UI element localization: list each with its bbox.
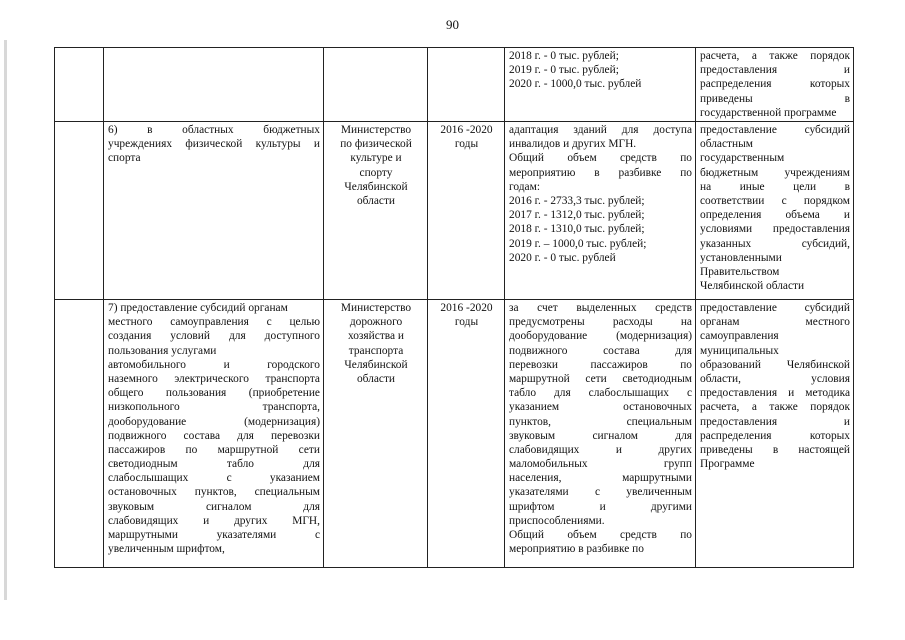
text-line: указанных субсидий, xyxy=(700,237,850,250)
text-line: населения, маршрутными xyxy=(509,472,692,485)
mechanism-cell xyxy=(696,300,854,568)
text-line: образований Челябинской xyxy=(700,358,850,371)
measures-table xyxy=(54,47,854,568)
text-line: адаптация зданий для доступа xyxy=(509,124,692,136)
text-line: Общий объем средств по xyxy=(509,529,692,541)
text-line: предоставления и методика xyxy=(700,387,850,400)
text-line: по физической xyxy=(340,138,412,151)
text-line: области xyxy=(356,194,396,207)
text-line: Челябинской области xyxy=(700,280,805,293)
measure-name-cell xyxy=(104,122,324,300)
text-line: местного самоуправления с целью xyxy=(108,316,320,329)
text-line: предоставления и xyxy=(700,64,850,77)
text-line: спорту xyxy=(359,166,393,179)
text-line: мероприятию в разбивке по xyxy=(509,543,644,556)
row-number-cell xyxy=(55,122,104,300)
table-row xyxy=(55,48,854,122)
text-line: годы xyxy=(454,138,479,151)
text-line: учреждениях физической культуры и xyxy=(108,138,320,151)
measure-name-cell xyxy=(104,300,324,568)
text-line: за счет выделенных средств xyxy=(509,302,692,314)
text-line: предусмотрены расходы на xyxy=(509,316,692,329)
text-line: 2020 г. - 0 тыс. рублей xyxy=(509,251,616,264)
text-line: звуковым сигналом для xyxy=(509,429,692,442)
text-line: 2016 -2020 xyxy=(440,302,493,314)
text-line: автомобильного и городского xyxy=(108,358,320,371)
text-line: табло для слабослышащих с xyxy=(509,387,692,400)
text-line: Министерство xyxy=(340,302,412,314)
period-cell xyxy=(428,48,505,122)
text-line: области, условия xyxy=(700,372,850,385)
funding-cell xyxy=(505,300,696,568)
text-line: шрифтом и другими xyxy=(509,500,692,513)
text-line: органам местного xyxy=(700,316,850,329)
text-line: увеличенным шрифтом, xyxy=(108,543,225,556)
text-line: инвалидов и других МГН. xyxy=(509,138,637,151)
text-line: мероприятию в разбивке по xyxy=(509,166,692,179)
text-line: Правительством xyxy=(700,265,780,278)
text-line: 2018 г. - 0 тыс. рублей; xyxy=(509,50,619,62)
text-line: дооборудование (модернизация) xyxy=(108,415,320,428)
text-line: подвижного состава для xyxy=(509,344,692,357)
scan-edge-line xyxy=(4,40,7,600)
text-line: 6) в областных бюджетных xyxy=(108,124,320,136)
text-line: слабовидящих и других МГН, xyxy=(108,514,320,527)
text-line: спорта xyxy=(108,152,141,165)
text-line: 7) предоставление субсидий органам xyxy=(108,302,288,314)
text-line: дорожного xyxy=(349,316,403,329)
text-line: 2019 г. – 1000,0 тыс. рублей; xyxy=(509,237,647,250)
text-line: Общий объем средств по xyxy=(509,152,692,165)
text-line: Министерство xyxy=(340,124,412,136)
text-line: годам: xyxy=(509,180,540,193)
text-line: 2016 г. - 2733,3 тыс. рублей; xyxy=(509,194,645,207)
text-line: соответствии с порядком xyxy=(700,194,850,207)
text-line: хозяйства и xyxy=(347,330,405,343)
text-line: Челябинской xyxy=(344,358,408,371)
table-row xyxy=(55,300,854,568)
text-line: 2016 -2020 xyxy=(440,124,493,136)
text-line: дооборудование (модернизация) xyxy=(509,330,692,343)
period-cell xyxy=(428,300,505,568)
text-line: приведены в xyxy=(700,92,850,105)
text-line: перевозки пассажиров по xyxy=(509,358,692,371)
text-line: распределения которых xyxy=(700,429,850,442)
text-line: пользования услугами xyxy=(108,344,217,357)
text-line: приведены в настоящей xyxy=(700,443,850,456)
text-line: маршрутной сети светодиодным xyxy=(509,372,692,385)
text-line: расчета, а также порядок xyxy=(700,50,850,62)
text-line: предоставление субсидий xyxy=(700,124,850,136)
text-line: государственной программе xyxy=(700,106,837,119)
text-line: подвижного состава для перевозки xyxy=(108,429,320,442)
text-line: остановочных пунктов, специальным xyxy=(108,486,320,499)
row-number-cell xyxy=(55,48,104,122)
text-line: создания условий для доступного xyxy=(108,330,320,343)
page-number: 90 xyxy=(446,17,459,32)
text-line: 2020 г. - 1000,0 тыс. рублей xyxy=(509,78,642,91)
text-line: наземного электрического транспорта xyxy=(108,372,320,385)
executor-cell xyxy=(324,122,428,300)
text-line: пассажиров по маршрутной сети xyxy=(108,443,320,456)
text-line: культуре и xyxy=(350,152,402,165)
text-line: условиями предоставления xyxy=(700,223,850,236)
text-line: указателями с увеличенным xyxy=(509,486,692,499)
text-line: 2017 г. - 1312,0 тыс. рублей; xyxy=(509,209,645,222)
text-line: годы xyxy=(454,316,479,329)
mechanism-cell xyxy=(696,122,854,300)
text-line: слабослышащих с указанием xyxy=(108,472,320,485)
text-line: распределения которых xyxy=(700,78,850,91)
text-line: предоставления и xyxy=(700,415,850,428)
text-line: муниципальных xyxy=(700,344,779,357)
text-line: бюджетным учреждениям xyxy=(700,166,850,179)
text-line: предоставление субсидий xyxy=(700,302,850,314)
row-number-cell xyxy=(55,300,104,568)
text-line: маршрутными указателями с xyxy=(108,529,320,541)
text-line: слабовидящих и других xyxy=(509,443,692,456)
text-line: Программе xyxy=(700,458,755,471)
text-line: областным xyxy=(700,138,753,151)
text-line: приспособлениями. xyxy=(509,514,605,527)
text-line: низкопольного транспорта, xyxy=(108,401,320,414)
text-line: транспорта xyxy=(348,344,404,357)
text-line: области xyxy=(356,372,396,385)
text-line: пунктов, специальным xyxy=(509,415,692,428)
text-line: самоуправления xyxy=(700,330,779,343)
text-line: 2019 г. - 0 тыс. рублей; xyxy=(509,64,619,77)
text-line: светодиодным табло для xyxy=(108,458,320,471)
funding-cell xyxy=(505,48,696,122)
measure-name-cell xyxy=(104,48,324,122)
funding-cell xyxy=(505,122,696,300)
text-line: указанием остановочных xyxy=(509,401,692,414)
text-line: звуковым сигналом для xyxy=(108,500,320,513)
text-line: маломобильных групп xyxy=(509,458,692,471)
text-line: государственным xyxy=(700,152,785,165)
text-line: Челябинской xyxy=(344,180,408,193)
text-line: общего пользования (приобретение xyxy=(108,387,320,400)
executor-cell xyxy=(324,300,428,568)
period-cell xyxy=(428,122,505,300)
text-line: на иные цели в xyxy=(700,180,850,193)
mechanism-cell xyxy=(696,48,854,122)
executor-cell xyxy=(324,48,428,122)
text-line: расчета, а также порядок xyxy=(700,401,850,414)
table-row xyxy=(55,122,854,300)
text-line: 2018 г. - 1310,0 тыс. рублей; xyxy=(509,223,645,236)
text-line: определения объема и xyxy=(700,209,850,222)
text-line: установленными xyxy=(700,251,782,264)
